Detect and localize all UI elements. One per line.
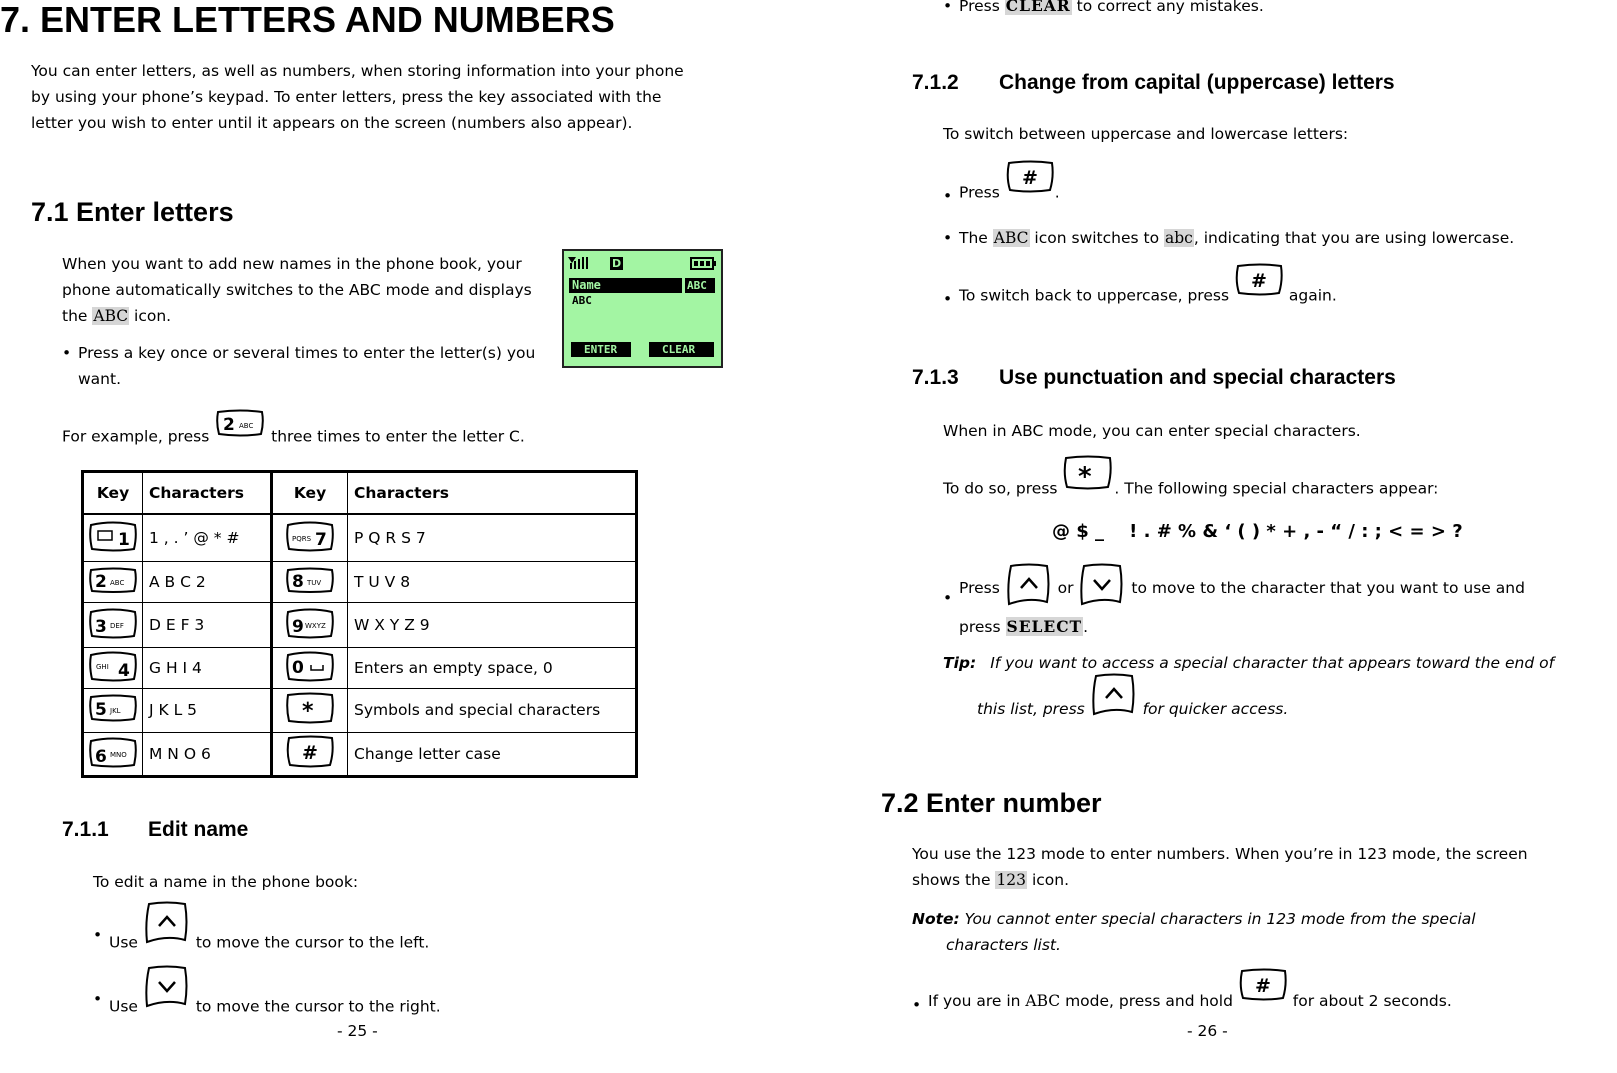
table-header-cell: Key (83, 472, 143, 515)
svg-text:PQRS: PQRS (292, 534, 312, 543)
section-7-1-bullet (62, 340, 536, 392)
key-1-icon (83, 514, 143, 561)
text: , indicating that you are using lowercase. (1193, 229, 1515, 247)
section-7-2-title: 7.2 Enter number (881, 788, 1102, 818)
note-line-1 (912, 906, 1476, 932)
bullet-dot: • (93, 990, 103, 1008)
case-bullet-press (943, 167, 1060, 219)
key-4-icon (83, 647, 143, 688)
section-7-1-3-number: 7.1.3 (912, 366, 959, 389)
select-key-tag: SELECT (1006, 617, 1083, 636)
navigate-line-1 (959, 562, 1525, 615)
text: . The following special characters appear: (1114, 479, 1439, 498)
text: again. (1283, 286, 1337, 305)
paragraph-line (62, 303, 532, 329)
case-bullet-back (943, 270, 1337, 322)
text: the (62, 307, 93, 325)
table-row (83, 647, 637, 688)
svg-text:1: 1 (118, 529, 130, 550)
svg-text:5: 5 (95, 700, 107, 720)
section-7-1-2-number: 7.1.2 (912, 71, 959, 94)
special-characters-list: @ $ _ ! . # % & ‘ ( ) * + , - “ / : ; < = > ? (1052, 521, 1463, 542)
bullet-line: Press a key once or several times to enter the letter(s) you (78, 344, 536, 362)
text: icon switches to (1029, 229, 1164, 247)
status-d-indicator: D (612, 257, 622, 270)
page-number-left: - 25 - (337, 1022, 378, 1040)
text: to move the cursor to the left. (190, 933, 430, 952)
table-cell: G H I 4 (143, 647, 272, 688)
abc-mode-tag: ABC (93, 307, 129, 325)
text: The (959, 229, 993, 247)
navigate-line-2 (959, 615, 1525, 639)
navigate-bullet (943, 562, 1525, 639)
table-cell: 1 , . ’ @ * # (143, 514, 272, 561)
section-7-1-1-intro: To edit a name in the phone book: (93, 873, 359, 891)
paragraph-line: You use the 123 mode to enter numbers. When you’re in 123 mode, the screen (912, 845, 1528, 863)
numeric-mode-tag: 123 (996, 871, 1027, 889)
section-7-1-1-number: 7.1.1 (62, 818, 109, 841)
intro-paragraph (31, 58, 684, 136)
phone-screen-image (562, 249, 723, 368)
text: For example, press (62, 427, 215, 446)
text: three times to enter the letter C. (266, 427, 525, 446)
key-characters-table (81, 470, 638, 778)
text: shows the (912, 871, 996, 889)
page-number-right: - 26 - (1187, 1022, 1228, 1040)
paragraph-line: phone automatically switches to the ABC mode and displays (62, 281, 532, 299)
text: You cannot enter special characters in 123 mode from the special (959, 910, 1476, 928)
section-7-1-3-intro: When in ABC mode, you can enter special characters. (943, 422, 1361, 440)
intro-line: You can enter letters, as well as numbers, when storing information into your phone (31, 62, 684, 80)
svg-text:3: 3 (95, 616, 107, 637)
table-cell: W X Y Z 9 (348, 602, 637, 647)
svg-text:ABC: ABC (110, 578, 125, 587)
text: Use (109, 997, 143, 1016)
text: press (959, 618, 1006, 636)
key-5-icon (83, 688, 143, 732)
clear-bullet (943, 0, 1264, 19)
text: Press (959, 579, 1005, 597)
hash-key-icon (1238, 967, 1288, 1020)
bullet-dot: • (943, 589, 953, 607)
table-header-cell: Characters (143, 472, 272, 515)
svg-text:0: 0 (292, 657, 304, 678)
table-cell: Enters an empty space, 0 (348, 647, 637, 688)
text: this list, press (977, 700, 1090, 718)
table-cell: D E F 3 (143, 602, 272, 647)
svg-text:6: 6 (95, 746, 107, 767)
tip-line-2 (977, 678, 1288, 741)
table-cell: J K L 5 (143, 688, 272, 732)
tip-line-1 (943, 650, 1554, 676)
up-key-icon (1090, 672, 1138, 735)
key-2-icon (83, 561, 143, 602)
star-key-icon (1062, 454, 1114, 508)
section-7-1-2-intro: To switch between uppercase and lowercase letters: (943, 125, 1349, 143)
bullet-line: want. (78, 370, 122, 388)
abc-lower-tag: abc (1165, 229, 1193, 247)
text: to correct any mistakes. (1071, 0, 1264, 15)
screen-softkey-clear: CLEAR (662, 343, 696, 356)
table-cell: Symbols and special characters (348, 688, 637, 732)
svg-text:*: * (1078, 462, 1093, 492)
svg-text:ABC: ABC (239, 422, 254, 430)
key-3-icon (83, 602, 143, 647)
up-key-icon (1005, 562, 1053, 615)
screen-softkey-enter: ENTER (584, 343, 618, 356)
note-line-2: characters list. (946, 936, 1061, 954)
screen-entry-text: ABC (572, 294, 592, 307)
note-label: Note: (912, 910, 960, 928)
svg-text:#: # (1021, 167, 1038, 189)
svg-text:TUV: TUV (307, 578, 322, 587)
text: . (1083, 618, 1089, 636)
section-7-2-paragraph (912, 841, 1528, 893)
text: for quicker access. (1137, 700, 1289, 718)
key-2-icon (214, 408, 266, 454)
text: To do so, press (943, 479, 1063, 498)
down-key-icon (143, 964, 191, 1030)
bullet-dot: • (943, 187, 953, 205)
section-7-1-2-title: Change from capital (uppercase) letters (999, 71, 1395, 94)
text: . (1054, 183, 1060, 202)
section-7-1-1-title: Edit name (148, 818, 249, 841)
key-6-icon (83, 732, 143, 776)
chapter-title: 7. ENTER LETTERS AND NUMBERS (0, 0, 615, 40)
key-8-icon (272, 561, 348, 602)
clear-key-tag: CLEAR (1005, 0, 1072, 15)
svg-text:8: 8 (292, 571, 304, 592)
text: If you are in (928, 992, 1026, 1010)
bullet-dot: • (62, 344, 72, 362)
key-star-icon (272, 688, 348, 732)
table-header-row (83, 472, 637, 515)
table-row (83, 732, 637, 776)
text: or (1052, 579, 1079, 597)
svg-text:2: 2 (95, 571, 107, 592)
note-block (912, 906, 1476, 958)
table-cell: M N O 6 (143, 732, 272, 776)
example-line (62, 414, 525, 460)
svg-text:*: * (302, 699, 314, 724)
intro-line: letter you wish to enter until it appears on the screen (numbers also appear). (31, 114, 633, 132)
table-row (83, 602, 637, 647)
key-9-icon (272, 602, 348, 647)
number-mode-bullet (912, 975, 1452, 1028)
svg-text:MNO: MNO (110, 750, 127, 759)
key-0-icon (272, 647, 348, 688)
table-cell: P Q R S 7 (348, 514, 637, 561)
text: mode, press and hold (1060, 992, 1238, 1010)
svg-text:9: 9 (292, 616, 304, 637)
svg-text:JKL: JKL (110, 707, 121, 715)
svg-text:#: # (1250, 270, 1267, 292)
section-7-1-3-title: Use punctuation and special characters (999, 366, 1396, 389)
key-hash-icon (272, 732, 348, 776)
case-bullet-switch (943, 225, 1515, 251)
table-cell: Change letter case (348, 732, 637, 776)
tip-label: Tip: (943, 654, 977, 672)
text: for about 2 seconds. (1287, 992, 1452, 1010)
edit-bullet-right (93, 974, 441, 1040)
abc-mode-text: ABC (1025, 992, 1061, 1010)
section-7-1-paragraph (62, 251, 532, 329)
text: Use (109, 933, 143, 952)
svg-text:7: 7 (315, 529, 327, 550)
text: to move to the character that you want to use and (1126, 579, 1525, 597)
svg-text:2: 2 (223, 415, 236, 435)
table-header-cell: Characters (348, 472, 637, 515)
special-chars-instruction (943, 462, 1438, 516)
abc-upper-tag: ABC (993, 229, 1029, 247)
hash-key-icon (1005, 159, 1055, 211)
bullet-dot: • (943, 290, 953, 308)
hash-key-icon (1234, 262, 1284, 314)
text: Press (959, 183, 1005, 202)
key-7-icon (272, 514, 348, 561)
svg-text:4: 4 (118, 660, 130, 681)
text: If you want to access a special character that appears toward the end of (990, 654, 1555, 672)
battery-icon (691, 258, 716, 269)
text: Press (959, 0, 1005, 15)
bullet-dot: • (93, 926, 103, 944)
text: To switch back to uppercase, press (959, 286, 1234, 305)
screen-mode-badge: ABC (687, 279, 707, 292)
bullet-dot: • (943, 0, 953, 15)
paragraph-line (912, 867, 1528, 893)
svg-text:DEF: DEF (110, 621, 124, 630)
down-key-icon (1078, 562, 1126, 615)
svg-text:#: # (1254, 975, 1271, 997)
text: icon. (129, 307, 172, 325)
up-key-icon (143, 900, 191, 966)
signal-icon (568, 257, 588, 269)
table-cell: T U V 8 (348, 561, 637, 602)
table-cell: A B C 2 (143, 561, 272, 602)
table-row (83, 561, 637, 602)
table-row (83, 514, 637, 561)
svg-text:WXYZ: WXYZ (305, 621, 326, 630)
screen-name-label: Name (572, 278, 601, 292)
bullet-dot: • (943, 229, 953, 247)
table-row (83, 688, 637, 732)
intro-line: by using your phone’s keypad. To enter letters, press the key associated with the (31, 88, 662, 106)
bullet-dot: • (912, 996, 922, 1014)
section-7-1-title: 7.1 Enter letters (31, 197, 234, 227)
text: icon. (1027, 871, 1070, 889)
svg-text:#: # (302, 741, 318, 764)
text: to move the cursor to the right. (190, 997, 441, 1016)
svg-text:GHI: GHI (96, 662, 109, 671)
paragraph-line: When you want to add new names in the phone book, your (62, 255, 522, 273)
table-header-cell: Key (272, 472, 348, 515)
